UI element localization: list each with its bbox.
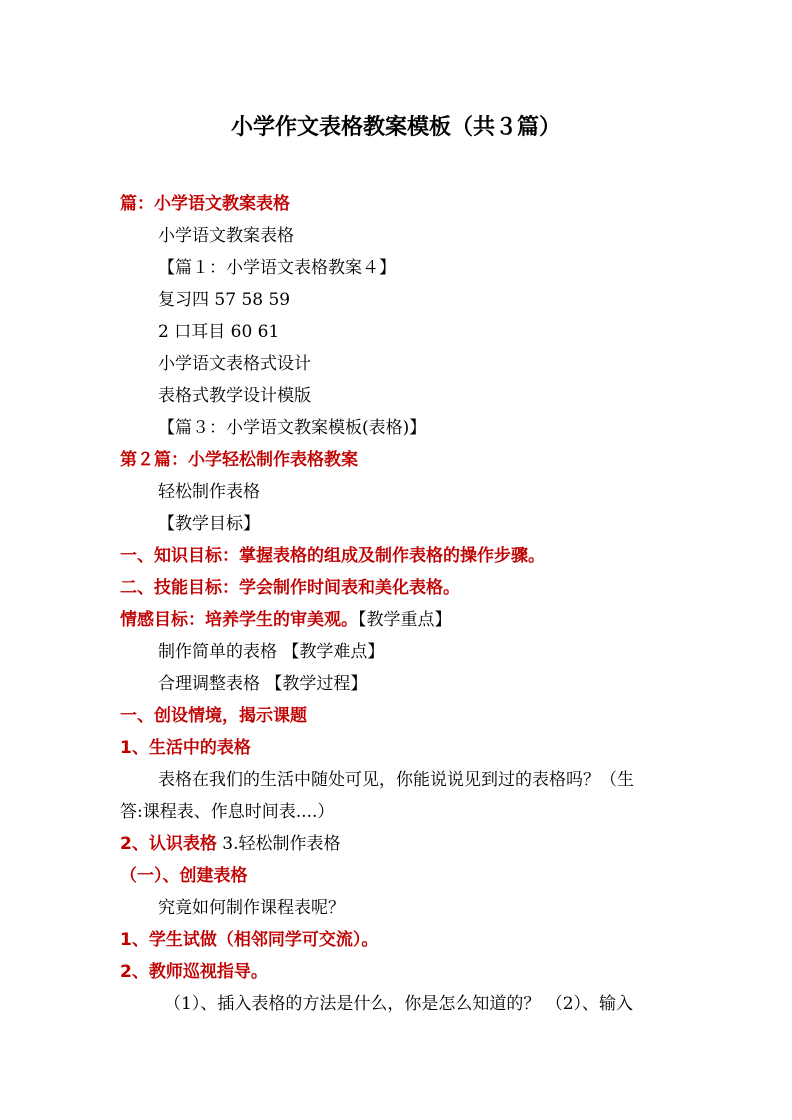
body-line: 小学语文教案表格 (158, 226, 294, 246)
body-line: 【篇３：小学语文教案模板(表格)】 (158, 418, 427, 438)
body-text: 3.轻松制作表格 (216, 834, 341, 854)
body-text: 【教学重点】 (358, 610, 452, 630)
body-line: 合理调整表格 【教学过程】 (158, 674, 368, 694)
process-subheading: 2、认识表格 (120, 834, 217, 854)
goal-heading: 一、知识目标：掌握表格的组成及制作表格的操作步骤。 (120, 546, 545, 566)
body-line: 轻松制作表格 (158, 482, 260, 502)
section-heading-2: 第２篇：小学轻松制作表格教案 (120, 450, 358, 470)
body-line: 【教学目标】 (158, 514, 260, 534)
process-heading: 一、创设情境，揭示课题 (120, 706, 307, 726)
section-heading-1: 篇：小学语文教案表格 (120, 194, 290, 214)
body-line: 制作简单的表格 【教学难点】 (158, 642, 385, 662)
mixed-line (120, 832, 340, 856)
body-line: 究竟如何制作课程表呢？ (158, 898, 345, 918)
body-line: 复习四 57 58 59 (158, 290, 291, 310)
process-subheading: 1、学生试做（相邻同学可交流）。 (120, 930, 379, 950)
goal-line (120, 608, 452, 632)
body-line: 【篇１：小学语文表格教案４】 (158, 258, 396, 278)
body-line: （1）、插入表格的方法是什么，你是怎么知道的？ （2）、输入 (164, 994, 634, 1014)
body-line: 答:课程表、作息时间表....） (120, 802, 335, 822)
body-line: 表格式教学设计模版 (158, 386, 311, 406)
body-line: 2 口耳目 60 61 (158, 322, 280, 342)
goal-heading: 情感目标：培养学生的审美观。 (120, 610, 358, 630)
process-subheading: （一）、创建表格 (120, 866, 248, 886)
process-subheading: 2、教师巡视指导。 (120, 962, 268, 982)
body-line: 表格在我们的生活中随处可见，你能说说见到过的表格吗？（生 (158, 770, 634, 790)
body-line: 小学语文表格式设计 (158, 354, 311, 374)
goal-heading: 二、技能目标：学会制作时间表和美化表格。 (120, 578, 460, 598)
process-subheading: 1、生活中的表格 (120, 738, 251, 758)
document-title: 小学作文表格教案模板（共３篇） (230, 115, 561, 140)
